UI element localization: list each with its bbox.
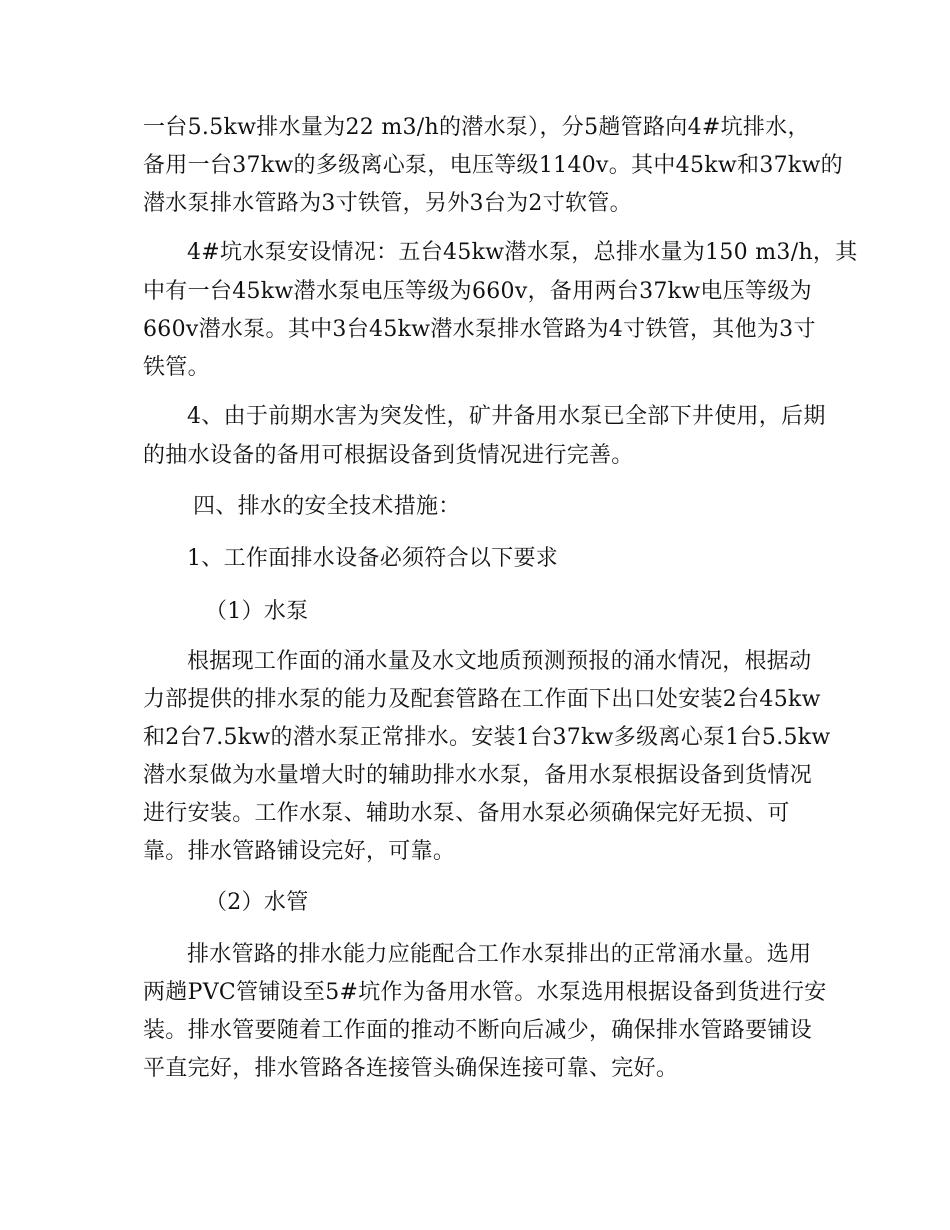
text-line: 4、由于前期水害为突发性，矿井备用水泵已全部下井使用，后期 (187, 404, 826, 429)
text-line: 根据现工作面的涌水量及水文地质预测预报的涌水情况，根据动 (187, 649, 812, 674)
text-line: 平直完好，排水管路各连接管头确保连接可靠、完好。 (143, 1056, 679, 1081)
text-line: 力部提供的排水泵的能力及配套管路在工作面下出口处安装2台45kw (143, 687, 821, 712)
item-heading-pump: （1）水泵 (205, 599, 309, 624)
text-line: 4#坑水泵安设情况：五台45kw潜水泵，总排水量为150 m3/h，其 (187, 240, 858, 265)
text-line: 进行安装。工作水泵、辅助水泵、备用水泵必须确保完好无损、可 (143, 801, 790, 826)
text-line: 和2台7.5kw的潜水泵正常排水。安装1台37kw多级离心泵1台5.5kw (143, 725, 831, 750)
text-line: 潜水泵做为水量增大时的辅助排水水泵，备用水泵根据设备到货情况 (143, 763, 813, 788)
item-heading-pipe: （2）水管 (205, 890, 309, 915)
text-line: 660v潜水泵。其中3台45kw潜水泵排水管路为4寸铁管，其他为3寸 (143, 317, 816, 342)
text-line: 备用一台37kw的多级离心泵，电压等级1140v。其中45kw和37kw的 (143, 153, 843, 178)
text-line: 一台5.5kw排水量为22 m3/h的潜水泵），分5趟管路向4#坑排水， (143, 115, 810, 140)
text-line: 潜水泵排水管路为3寸铁管，另外3台为2寸软管。 (143, 191, 632, 216)
text-line: 中有一台45kw潜水泵电压等级为660v，备用两台37kw电压等级为 (143, 279, 812, 304)
text-line: 排水管路的排水能力应能配合工作水泵排出的正常涌水量。选用 (187, 942, 812, 967)
section-heading: 四、排水的安全技术措施： (193, 494, 461, 519)
text-line: 的抽水设备的备用可根据设备到货情况进行完善。 (143, 443, 634, 468)
text-line: 装。排水管要随着工作面的推动不断向后减少，确保排水管路要铺设 (143, 1018, 813, 1043)
subsection-heading: 1、工作面排水设备必须符合以下要求 (187, 546, 559, 571)
text-line: 铁管。 (143, 355, 210, 380)
text-line: 两趟PVC管铺设至5#坑作为备用水管。水泵选用根据设备到货进行安 (143, 980, 827, 1005)
text-line: 靠。排水管路铺设完好，可靠。 (143, 839, 456, 864)
